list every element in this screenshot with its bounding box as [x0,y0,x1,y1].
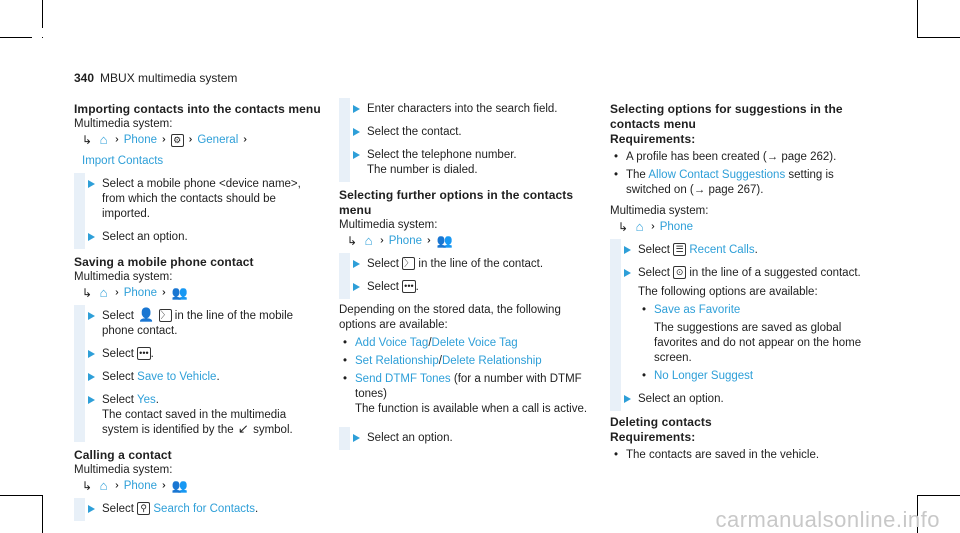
step-arrow-icon [624,269,631,277]
list-item-text: A profile has been created (→ page 262). [626,151,837,163]
person-icon: 👤 [138,307,155,323]
column-middle [339,102,589,446]
list-item [638,369,870,384]
step-arrow-icon [88,396,95,404]
instruction-step [74,230,324,245]
chevron-icon: ›› [115,480,116,491]
step-arrow-icon [353,128,360,136]
crop-mark [42,495,43,533]
more-icon: ••• [404,281,414,292]
step-arrow-icon [353,260,360,268]
step-text: Select [102,348,134,360]
section-heading: Deleting contacts [610,415,712,429]
contacts-icon: 👥 [171,477,188,493]
step-text: Select [638,267,670,279]
instruction-step [610,266,870,384]
contacts-icon: 👥 [436,232,453,248]
arrow-right-icon: 〉 [160,310,170,321]
menu-path [74,132,324,169]
column-right [610,102,870,463]
bullet-icon: • [343,337,348,349]
instruction-step [74,177,324,222]
crop-mark [0,37,32,38]
intro-text: Multimedia system: [74,271,173,283]
chevron-icon: ›› [188,134,190,145]
menu-path [610,219,870,235]
bullet-icon: • [614,449,619,461]
list-item-note: The function is available when a call is active. [355,403,588,415]
requirements-heading: Requirements: [610,430,696,444]
step-text: Select [102,310,134,322]
watermark: carmanualsonline.info [715,507,940,532]
step-arrow-icon [88,350,95,358]
path-arrow-icon: ↳ [82,286,93,300]
arrow-right-icon: 〉 [404,258,414,269]
path-phone: Phone [123,134,157,146]
bullet-icon: • [642,304,647,316]
step-text: Select a mobile phone <device name>, from which the contacts should be imported. [102,178,301,220]
menu-option-link: Recent Calls [689,244,755,256]
list-item-text: (for a number with DTMF tones) [355,373,582,400]
step-text: in the line of the mobile phone contact. [102,310,294,337]
bullet-icon: • [642,370,647,382]
path-arrow-icon: ↳ [82,133,93,147]
menu-option-link: Yes [136,394,156,406]
chevron-icon: ›› [115,287,116,298]
chevron-icon: ›› [380,235,381,246]
crop-mark [42,0,43,28]
step-arrow-icon [353,283,360,291]
step-text: Enter characters into the search field. [367,103,558,115]
section-heading: Saving a mobile phone contact [74,255,254,269]
path-arrow-icon: ↳ [618,220,629,234]
contacts-icon: 👥 [171,284,188,300]
instruction-step [339,148,589,178]
column-left [74,102,324,517]
list-item [339,372,589,417]
menu-path [74,285,324,301]
step-text: in the line of the contact. [418,258,544,270]
crop-mark [917,37,960,38]
step-text: in the line of a suggested contact. [689,267,861,279]
step-text: Select an option. [638,393,724,405]
instruction-step [74,309,324,339]
page-number: 340 [74,71,95,85]
chevron-icon: ›› [427,235,428,246]
chevron-icon: ›› [651,221,652,232]
section-heading: Selecting options for suggestions in the contacts menu [610,102,843,131]
path-arrow-icon: ↳ [347,234,358,248]
section-heading: Calling a contact [74,448,172,462]
paragraph: Depending on the stored data, the following options are available: [339,304,561,331]
option-link: Add Voice Tag [355,337,429,349]
bullet-icon: • [614,151,619,163]
step-text: Select an option. [102,231,188,243]
step-arrow-icon [353,151,360,159]
step-note: The number is dialed. [367,164,478,176]
step-arrow-icon [353,105,360,113]
menu-option-link: Save to Vehicle [137,371,217,383]
path-import-contacts: Import Contacts [82,155,164,167]
intro-text: Multimedia system: [74,118,173,130]
chevron-icon: ›› [162,134,163,145]
step-arrow-icon [624,246,631,254]
step-text: Select [102,371,134,383]
menu-path [74,478,324,494]
step-note: The following options are available: [638,286,818,298]
instruction-step: Select ⚲ Search for Contacts. [74,502,324,517]
list-item: • Add Voice Tag/Delete Voice Tag [343,337,518,349]
crop-mark [42,37,43,38]
option-link: No Longer Suggest [654,370,754,382]
step-text: Select [367,281,399,293]
search-icon: ⚲ [137,502,150,515]
path-general: General [197,134,239,146]
chevron-icon: ›› [162,287,163,298]
instruction-step [339,125,589,140]
chevron-icon: ›› [162,480,163,491]
instruction-step [339,431,589,446]
chevron-icon: ›› [243,134,244,145]
list-item-text: The contacts are saved in the vehicle. [626,449,820,461]
list-item [610,150,870,165]
page-title: MBUX multimedia system [100,71,238,85]
intro-text: Multimedia system: [610,205,709,217]
menu-path [339,233,589,249]
step-arrow-icon [88,312,95,320]
step-note: symbol. [253,424,293,436]
list-item [638,303,870,366]
step-arrow-icon [88,233,95,241]
intro-text: Multimedia system: [339,219,438,231]
home-icon: ⌂ [635,218,644,234]
list-item-text: setting is switched on (→ page 267). [626,169,834,196]
step-arrow-icon [88,180,95,188]
instruction-step: Select ☰ Recent Calls. [610,243,870,258]
home-icon: ⌂ [364,232,373,248]
step-text: Select the telephone number. [367,149,517,161]
instruction-step [610,392,870,407]
step-text: Select the contact. [367,126,462,138]
step-text: Select [638,244,670,256]
instruction-step: Select ••• . [339,280,589,295]
crop-mark [917,495,960,496]
instruction-step: Select ••• . [74,347,324,362]
list-item-note: The suggestions are saved as global favorites and do not appear on the home screen. [654,322,862,364]
recent-calls-icon: ☰ [673,243,686,256]
option-link: Save as Favorite [654,304,741,316]
path-phone: Phone [123,480,157,492]
list-item [610,448,870,463]
more-icon: ••• [139,348,149,359]
home-icon: ⌂ [99,131,108,147]
chevron-icon: ›› [115,134,116,145]
option-link: Set Relationship [355,355,439,367]
bullet-icon: • [614,169,619,181]
down-circle-icon: ⊙ [673,266,686,279]
list-item-text: The [626,169,646,181]
step-arrow-icon [88,373,95,381]
instruction-step [339,102,589,117]
path-phone: Phone [388,235,422,247]
step-text: Select an option. [367,432,453,444]
requirements-heading: Requirements: [610,132,696,146]
step-text: Select [102,394,134,406]
step-text: Select [102,503,134,515]
list-item [610,168,870,198]
step-arrow-icon [353,434,360,442]
step-text: Select [367,258,399,270]
path-phone: Phone [659,221,693,233]
phone-contact-icon: ↙ [237,421,249,437]
path-phone: Phone [123,287,157,299]
instruction-step: Select Yes. The contact saved in the multimedia system is identified by the ↙ symbol. [74,393,324,438]
crop-mark [0,495,42,496]
option-link: Delete Voice Tag [431,337,518,349]
intro-text: Multimedia system: [74,464,173,476]
step-arrow-icon [88,505,95,513]
step-arrow-icon [624,395,631,403]
home-icon: ⌂ [99,477,108,493]
bullet-icon: • [343,355,348,367]
bullet-icon: • [343,373,348,385]
home-icon: ⌂ [99,284,108,300]
section-heading: Importing contacts into the contacts menu [74,102,321,116]
setting-link: Allow Contact Suggestions [648,169,786,181]
menu-option-link: Search for Contacts [153,503,256,515]
option-link: Delete Relationship [441,355,542,367]
instruction-step [339,257,589,272]
page-header [74,71,237,86]
crop-mark [917,0,918,38]
option-link: Send DTMF Tones [355,373,451,385]
step-note: The contact saved in the multimedia system is identified by the [102,409,287,436]
section-heading: Selecting further options in the contacts menu [339,188,574,217]
settings-icon: ⚙ [171,134,184,147]
instruction-step: Select Save to Vehicle. [74,370,324,385]
list-item: • Set Relationship/Delete Relationship [343,355,542,367]
path-arrow-icon: ↳ [82,479,93,493]
